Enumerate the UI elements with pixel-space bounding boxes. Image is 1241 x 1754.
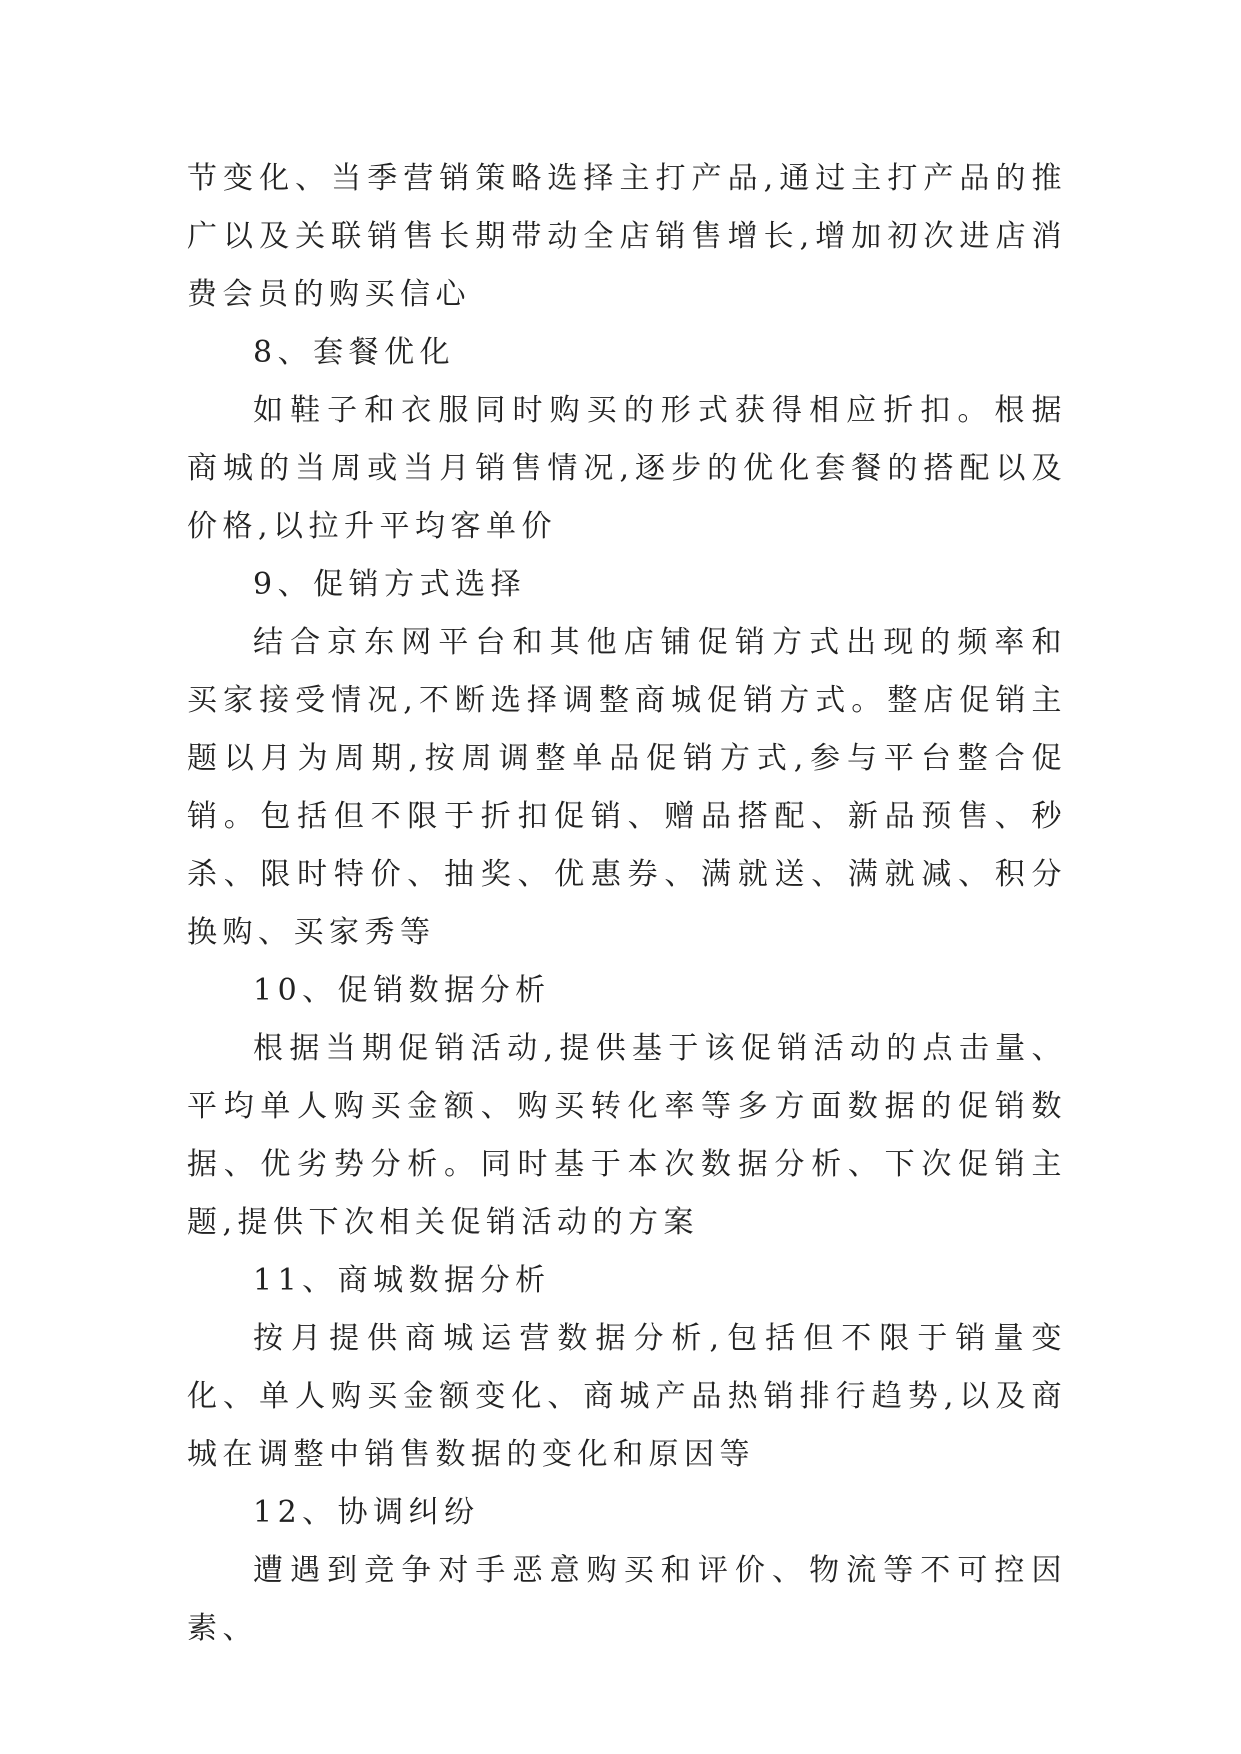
document-body <box>187 150 1067 1658</box>
paragraph-package-optimization: 如鞋子和衣服同时购买的形式获得相应折扣。根据商城的当周或当月销售情况,逐步的优化套餐的搭配以及价格,以拉升平均客单价 <box>187 393 1067 544</box>
paragraph-promotion-methods: 结合京东网平台和其他店铺促销方式出现的频率和买家接受情况,不断选择调整商城促销方式。整店促销主题以月为周期,按周调整单品促销方式,参与平台整合促销。包括但不限于折扣促销、赠品搭配、新品预售、秒杀、限时特价、抽奖、优惠券、满就送、满就减、积分换购、买家秀等 <box>187 625 1067 950</box>
paragraph-mall-data-analysis: 按月提供商城运营数据分析,包括但不限于销量变化、单人购买金额变化、商城产品热销排行趋势,以及商城在调整中销售数据的变化和原因等 <box>187 1321 1067 1472</box>
paragraph-promotion-data-analysis: 根据当期促销活动,提供基于该促销活动的点击量、平均单人购买金额、购买转化率等多方面数据的促销数据、优劣势分析。同时基于本次数据分析、下次促销主题,提供下次相关促销活动的方案 <box>187 1031 1067 1240</box>
paragraph-continued-intro: 节变化、当季营销策略选择主打产品,通过主打产品的推广以及关联销售长期带动全店销售增长,增加初次进店消费会员的购买信心 <box>187 161 1067 312</box>
paragraph-dispute-coordination: 遭遇到竞争对手恶意购买和评价、物流等不可控因素、 <box>187 1553 1067 1646</box>
section-heading-12: 12、协调纠纷 <box>253 1495 480 1530</box>
section-heading-11: 11、商城数据分析 <box>253 1263 551 1298</box>
section-heading-8: 8、套餐优化 <box>253 335 456 370</box>
section-heading-9: 9、促销方式选择 <box>253 567 527 602</box>
section-heading-10: 10、促销数据分析 <box>253 973 551 1008</box>
